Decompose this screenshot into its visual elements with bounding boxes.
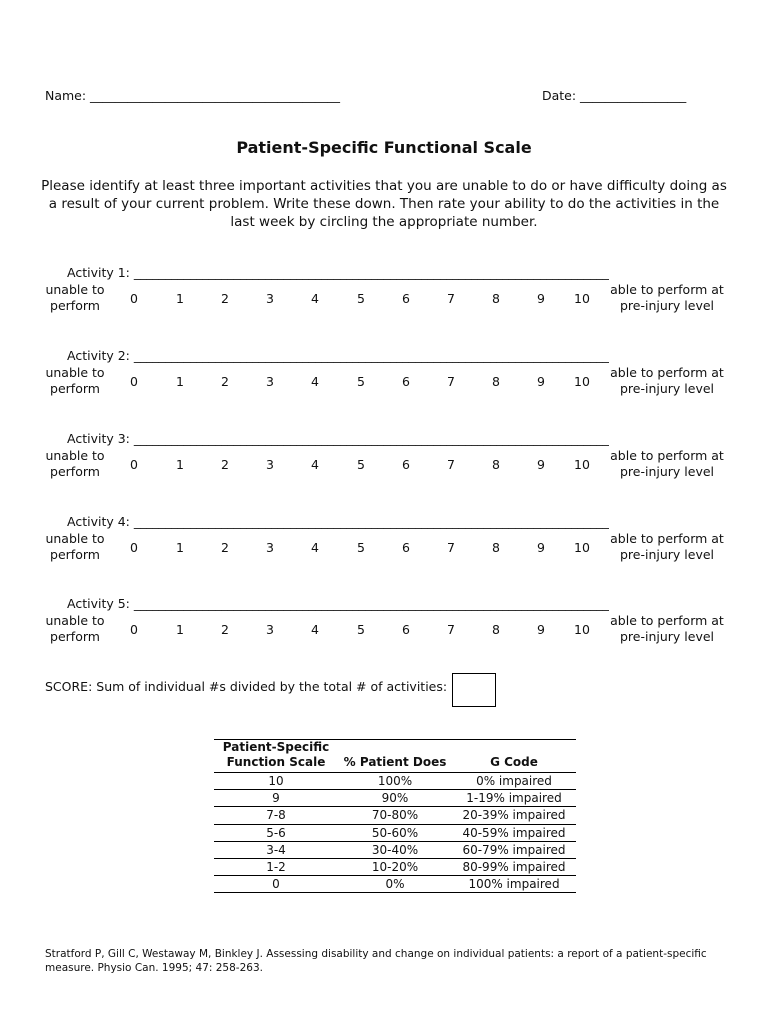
table-row	[214, 841, 576, 858]
rating-option[interactable]: 8	[492, 457, 500, 472]
rating-scale	[122, 291, 594, 307]
rating-option[interactable]: 0	[130, 622, 138, 637]
activity-block	[0, 514, 768, 584]
activity-block	[0, 265, 768, 335]
rating-option[interactable]: 1	[176, 457, 184, 472]
rating-option[interactable]: 10	[574, 622, 590, 637]
rating-option[interactable]: 4	[311, 291, 319, 306]
table-cell: 1-19% impaired	[452, 790, 576, 807]
rating-option[interactable]: 4	[311, 374, 319, 389]
header-percent-does: % Patient Does	[338, 740, 452, 773]
rating-option[interactable]: 10	[574, 457, 590, 472]
name-field[interactable]: Name: ________________________________________	[45, 88, 341, 103]
scale-left-anchor: unable to perform	[45, 613, 105, 644]
table-cell: 100% impaired	[452, 876, 576, 893]
rating-option[interactable]: 7	[447, 540, 455, 555]
rating-option[interactable]: 0	[130, 540, 138, 555]
rating-option[interactable]: 6	[402, 622, 410, 637]
instructions-text: Please identify at least three important activities that you are unable to do or have difficulty doing as a result of your current problem. Write these down. Then rate your ability to do the activities in the last week by circling the appropriate number.	[41, 178, 727, 230]
rating-option[interactable]: 1	[176, 374, 184, 389]
table-cell: 0	[214, 876, 338, 893]
rating-option[interactable]: 2	[221, 540, 229, 555]
rating-scale	[122, 374, 594, 390]
activity-3-field[interactable]: Activity 3: ____________________________________________________________________________	[67, 431, 609, 446]
rating-option[interactable]: 9	[537, 374, 545, 389]
activity-1-field[interactable]: Activity 1: ____________________________________________________________________________	[67, 265, 609, 280]
rating-option[interactable]: 7	[447, 291, 455, 306]
rating-option[interactable]: 10	[574, 540, 590, 555]
rating-option[interactable]: 1	[176, 622, 184, 637]
table-cell: 50-60%	[338, 824, 452, 841]
table-cell: 20-39% impaired	[452, 807, 576, 824]
gcode-table	[214, 739, 576, 893]
table-cell: 10	[214, 773, 338, 790]
header-g-code: G Code	[452, 740, 576, 773]
rating-option[interactable]: 7	[447, 622, 455, 637]
rating-option[interactable]: 0	[130, 457, 138, 472]
score-label: SCORE: Sum of individual #s divided by the total # of activities:	[45, 679, 448, 694]
page-title: Patient-Specific Functional Scale	[236, 138, 532, 157]
scale-left-anchor: unable to perform	[45, 531, 105, 562]
rating-option[interactable]: 3	[266, 374, 274, 389]
rating-option[interactable]: 5	[357, 291, 365, 306]
table-cell: 5-6	[214, 824, 338, 841]
scale-right-anchor: able to perform at pre-injury level	[610, 531, 724, 562]
table-cell: 9	[214, 790, 338, 807]
activity-4-field[interactable]: Activity 4: ____________________________________________________________________________	[67, 514, 609, 529]
activity-block	[0, 348, 768, 418]
table-cell: 1-2	[214, 858, 338, 875]
table-row	[214, 876, 576, 893]
rating-option[interactable]: 10	[574, 374, 590, 389]
rating-option[interactable]: 5	[357, 622, 365, 637]
table-cell: 60-79% impaired	[452, 841, 576, 858]
table-cell: 40-59% impaired	[452, 824, 576, 841]
rating-option[interactable]: 6	[402, 374, 410, 389]
rating-option[interactable]: 7	[447, 374, 455, 389]
rating-option[interactable]: 4	[311, 457, 319, 472]
table-cell: 90%	[338, 790, 452, 807]
rating-option[interactable]: 1	[176, 291, 184, 306]
table-cell: 3-4	[214, 841, 338, 858]
scale-left-anchor: unable to perform	[45, 448, 105, 479]
date-field[interactable]: Date: _________________	[542, 88, 687, 103]
table-cell: 10-20%	[338, 858, 452, 875]
rating-option[interactable]: 3	[266, 540, 274, 555]
header-function-scale: Patient-Specific Function Scale	[214, 740, 338, 773]
table-cell: 80-99% impaired	[452, 858, 576, 875]
scale-right-anchor: able to perform at pre-injury level	[610, 613, 724, 644]
scale-left-anchor: unable to perform	[45, 282, 105, 313]
activity-block	[0, 431, 768, 501]
table-cell: 100%	[338, 773, 452, 790]
rating-option[interactable]: 5	[357, 457, 365, 472]
activity-5-field[interactable]: Activity 5: ____________________________________________________________________________	[67, 596, 609, 611]
rating-option[interactable]: 1	[176, 540, 184, 555]
rating-option[interactable]: 9	[537, 291, 545, 306]
rating-option[interactable]: 2	[221, 291, 229, 306]
table-row	[214, 858, 576, 875]
rating-option[interactable]: 9	[537, 540, 545, 555]
rating-option[interactable]: 0	[130, 374, 138, 389]
rating-option[interactable]: 8	[492, 540, 500, 555]
table-row	[214, 824, 576, 841]
rating-option[interactable]: 5	[357, 540, 365, 555]
rating-option[interactable]: 0	[130, 291, 138, 306]
rating-option[interactable]: 6	[402, 291, 410, 306]
scale-right-anchor: able to perform at pre-injury level	[610, 448, 724, 479]
gcode-table-header-row	[214, 740, 576, 773]
rating-option[interactable]: 9	[537, 622, 545, 637]
rating-option[interactable]: 8	[492, 622, 500, 637]
rating-option[interactable]: 10	[574, 291, 590, 306]
table-cell: 7-8	[214, 807, 338, 824]
scale-left-anchor: unable to perform	[45, 365, 105, 396]
table-cell: 30-40%	[338, 841, 452, 858]
rating-option[interactable]: 3	[266, 291, 274, 306]
activity-block	[0, 596, 768, 666]
rating-scale	[122, 540, 594, 556]
table-cell: 70-80%	[338, 807, 452, 824]
rating-option[interactable]: 8	[492, 374, 500, 389]
scale-right-anchor: able to perform at pre-injury level	[610, 282, 724, 313]
rating-option[interactable]: 4	[311, 540, 319, 555]
rating-option[interactable]: 6	[402, 457, 410, 472]
activity-2-field[interactable]: Activity 2: ____________________________________________________________________________	[67, 348, 609, 363]
table-row	[214, 790, 576, 807]
rating-option[interactable]: 8	[492, 291, 500, 306]
rating-scale	[122, 622, 594, 638]
rating-option[interactable]: 7	[447, 457, 455, 472]
table-row	[214, 807, 576, 824]
rating-option[interactable]: 6	[402, 540, 410, 555]
table-row	[214, 773, 576, 790]
citation: Stratford P, Gill C, Westaway M, Binkley J. Assessing disability and change on individual patients: a report of a patient-specific measure. Physio Can. 1995; 47: 258-263.	[45, 948, 707, 974]
rating-option[interactable]: 3	[266, 457, 274, 472]
table-cell: 0%	[338, 876, 452, 893]
score-box[interactable]	[452, 673, 496, 707]
rating-option[interactable]: 2	[221, 622, 229, 637]
rating-option[interactable]: 2	[221, 374, 229, 389]
rating-option[interactable]: 3	[266, 622, 274, 637]
table-cell: 0% impaired	[452, 773, 576, 790]
rating-scale	[122, 457, 594, 473]
scale-right-anchor: able to perform at pre-injury level	[610, 365, 724, 396]
rating-option[interactable]: 9	[537, 457, 545, 472]
rating-option[interactable]: 2	[221, 457, 229, 472]
rating-option[interactable]: 5	[357, 374, 365, 389]
rating-option[interactable]: 4	[311, 622, 319, 637]
